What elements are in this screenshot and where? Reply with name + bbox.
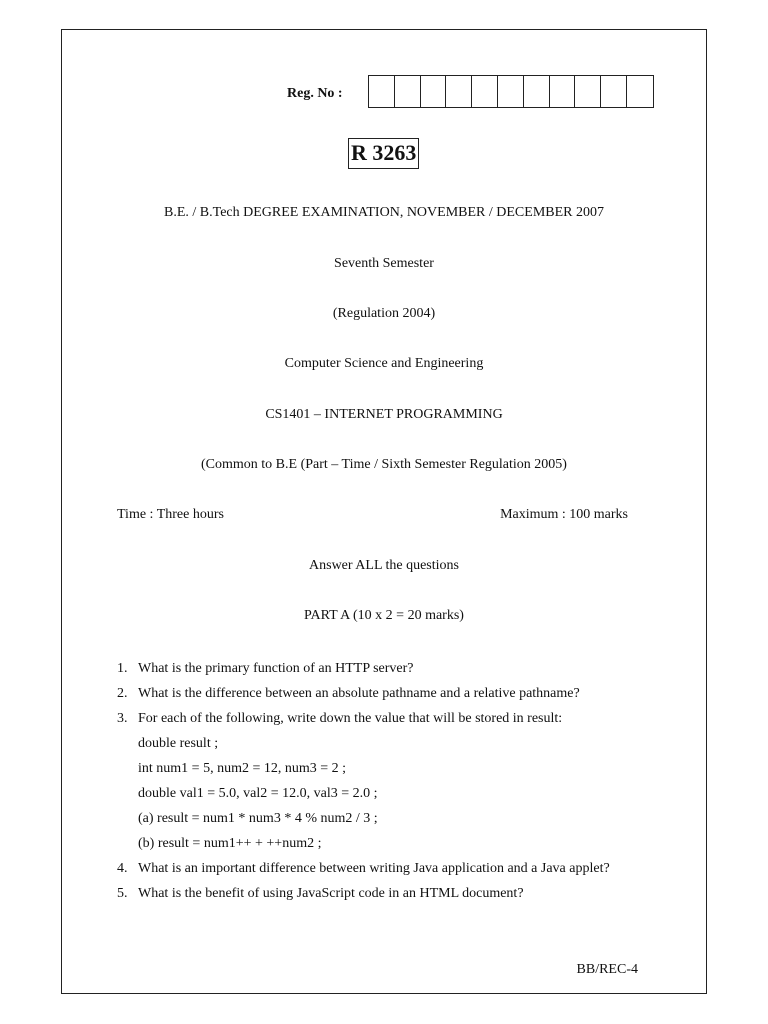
- code-line: (b) result = num1++ + ++num2 ;: [138, 836, 322, 851]
- reg-digit-box[interactable]: [524, 76, 550, 107]
- reg-digit-box[interactable]: [446, 76, 472, 107]
- part-a-heading: PART A (10 x 2 = 20 marks): [304, 608, 464, 623]
- code-line: double val1 = 5.0, val2 = 12.0, val3 = 2.0 ;: [138, 786, 378, 801]
- question-number: 5.: [117, 886, 128, 901]
- question-text: What is the primary function of an HTTP server?: [138, 661, 414, 676]
- code-line: double result ;: [138, 736, 219, 751]
- reg-no-boxes[interactable]: [368, 75, 654, 108]
- paper-code: R 3263: [348, 138, 419, 169]
- code-line: (a) result = num1 * num3 * 4 % num2 / 3 ;: [138, 811, 378, 826]
- question-item: [117, 681, 677, 706]
- question-text: What is the difference between an absolute pathname and a relative pathname?: [138, 686, 580, 701]
- time-allowed: Time : Three hours: [117, 507, 224, 522]
- question-text: What is an important difference between writing Java application and a Java applet?: [138, 861, 610, 876]
- question-text: For each of the following, write down the value that will be stored in result:: [138, 711, 563, 726]
- exam-title: B.E. / B.Tech DEGREE EXAMINATION, NOVEMBER / DECEMBER 2007: [164, 205, 604, 220]
- regulation: (Regulation 2004): [332, 306, 436, 321]
- reg-digit-box[interactable]: [498, 76, 524, 107]
- reg-digit-box[interactable]: [601, 76, 627, 107]
- question-number: 2.: [117, 686, 128, 701]
- question-number: 4.: [117, 861, 128, 876]
- question-list: [117, 656, 677, 906]
- reg-digit-box[interactable]: [421, 76, 447, 107]
- question-text: What is the benefit of using JavaScript code in an HTML document?: [138, 886, 524, 901]
- question-item: [117, 881, 677, 906]
- maximum-marks: Maximum : 100 marks: [500, 507, 628, 522]
- reg-digit-box[interactable]: [369, 76, 395, 107]
- course-title: CS1401 – INTERNET PROGRAMMING: [265, 407, 503, 422]
- department: Computer Science and Engineering: [284, 356, 484, 371]
- common-to-note: (Common to B.E (Part – Time / Sixth Semester Regulation 2005): [201, 457, 567, 472]
- code-line: int num1 = 5, num2 = 12, num3 = 2 ;: [138, 761, 347, 776]
- reg-digit-box[interactable]: [550, 76, 576, 107]
- reg-digit-box[interactable]: [575, 76, 601, 107]
- instruction: Answer ALL the questions: [309, 558, 459, 573]
- question-item: [117, 856, 677, 881]
- reg-digit-box[interactable]: [395, 76, 421, 107]
- footer-code: BB/REC-4: [576, 962, 638, 977]
- question-number: 1.: [117, 661, 128, 676]
- question-item: [117, 706, 677, 731]
- question-item: [117, 656, 677, 681]
- question-number: 3.: [117, 711, 128, 726]
- semester: Seventh Semester: [334, 256, 434, 271]
- reg-digit-box[interactable]: [472, 76, 498, 107]
- reg-digit-box[interactable]: [627, 76, 653, 107]
- reg-no-label: Reg. No :: [287, 86, 343, 101]
